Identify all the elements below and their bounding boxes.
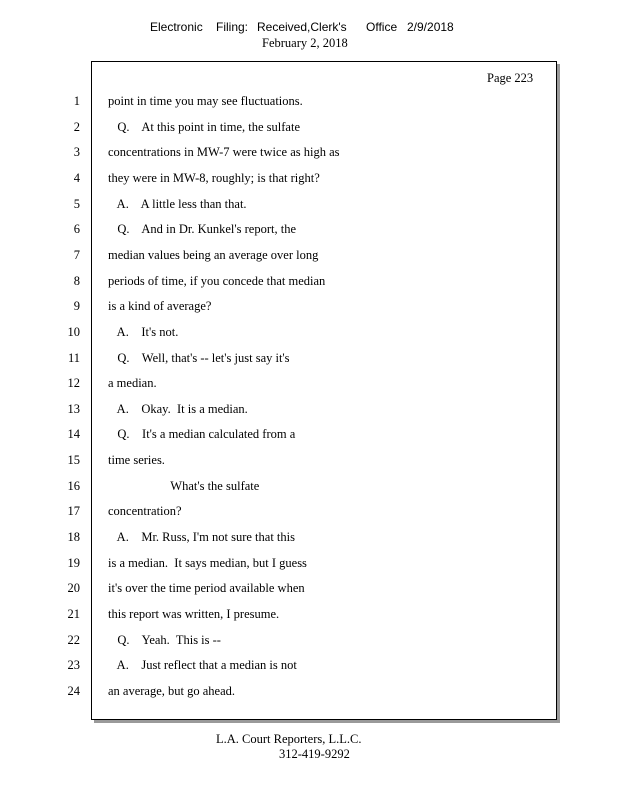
line-number: 20 — [67, 581, 80, 595]
line-number: 1 — [73, 94, 80, 108]
transcript-line: concentrations in MW-7 were twice as high as — [108, 145, 340, 159]
line-number: 21 — [67, 607, 80, 621]
transcript-line: Q. And in Dr. Kunkel's report, the — [108, 222, 296, 236]
transcript-line: Q. Well, that's -- let's just say it's — [108, 351, 290, 365]
transcript-line: median values being an average over long — [108, 248, 319, 262]
filing-stamp-word: Received,Clerk's — [257, 20, 347, 34]
line-number: 19 — [67, 556, 80, 570]
filing-stamp-date: 2/9/2018 — [407, 20, 454, 34]
line-number: 22 — [67, 633, 80, 647]
line-number: 12 — [67, 376, 80, 390]
line-number: 9 — [73, 299, 80, 313]
filing-stamp-word: Electronic — [150, 20, 203, 34]
filing-stamp — [0, 20, 618, 36]
footer-company: L.A. Court Reporters, L.L.C. — [216, 732, 362, 746]
transcript-line: Q. It's a median calculated from a — [108, 427, 296, 441]
line-number: 16 — [67, 479, 80, 493]
line-number: 23 — [67, 658, 80, 672]
line-number: 5 — [73, 197, 80, 211]
transcript-line: a median. — [108, 376, 157, 390]
transcript-line: A. Okay. It is a median. — [108, 402, 248, 416]
line-number: 18 — [67, 530, 80, 544]
line-number: 11 — [67, 351, 80, 365]
line-number: 10 — [67, 325, 80, 339]
transcript-line: this report was written, I presume. — [108, 607, 280, 621]
line-number: 17 — [67, 504, 80, 518]
filing-stamp-word: Filing: — [216, 20, 249, 34]
transcript-line: is a median. It says median, but I guess — [108, 556, 307, 570]
transcript-line: it's over the time period available when — [108, 581, 305, 595]
transcript-line: Q. Yeah. This is -- — [108, 633, 221, 647]
transcript-line: concentration? — [108, 504, 182, 518]
page-number: Page 223 — [487, 71, 534, 85]
transcript-line: A. A little less than that. — [108, 197, 247, 211]
transcript-line: A. It's not. — [108, 325, 179, 339]
line-number: 7 — [73, 248, 80, 262]
transcript-line: point in time you may see fluctuations. — [108, 94, 303, 108]
line-number: 14 — [67, 427, 80, 441]
footer-phone: 312-419-9292 — [279, 747, 350, 761]
transcript-line: A. Mr. Russ, I'm not sure that this — [108, 530, 295, 544]
line-number: 3 — [73, 145, 80, 159]
transcript-line: Q. At this point in time, the sulfate — [108, 120, 300, 134]
line-number: 24 — [67, 684, 80, 698]
line-number: 4 — [73, 171, 80, 185]
line-number: 13 — [67, 402, 80, 416]
line-number: 8 — [73, 274, 80, 288]
line-number: 6 — [73, 222, 80, 236]
transcript-line: is a kind of average? — [108, 299, 212, 313]
filing-stamp-word: Office — [366, 20, 398, 34]
transcript-line: What's the sulfate — [108, 479, 260, 493]
transcript-line: periods of time, if you concede that median — [108, 274, 326, 288]
transcript-line: A. Just reflect that a median is not — [108, 658, 297, 672]
transcript-line: time series. — [108, 453, 165, 467]
transcript-line: they were in MW-8, roughly; is that right? — [108, 171, 320, 185]
line-number: 15 — [67, 453, 80, 467]
transcript-date: February 2, 2018 — [262, 36, 348, 50]
line-number: 2 — [73, 120, 80, 134]
transcript-line: an average, but go ahead. — [108, 684, 236, 698]
